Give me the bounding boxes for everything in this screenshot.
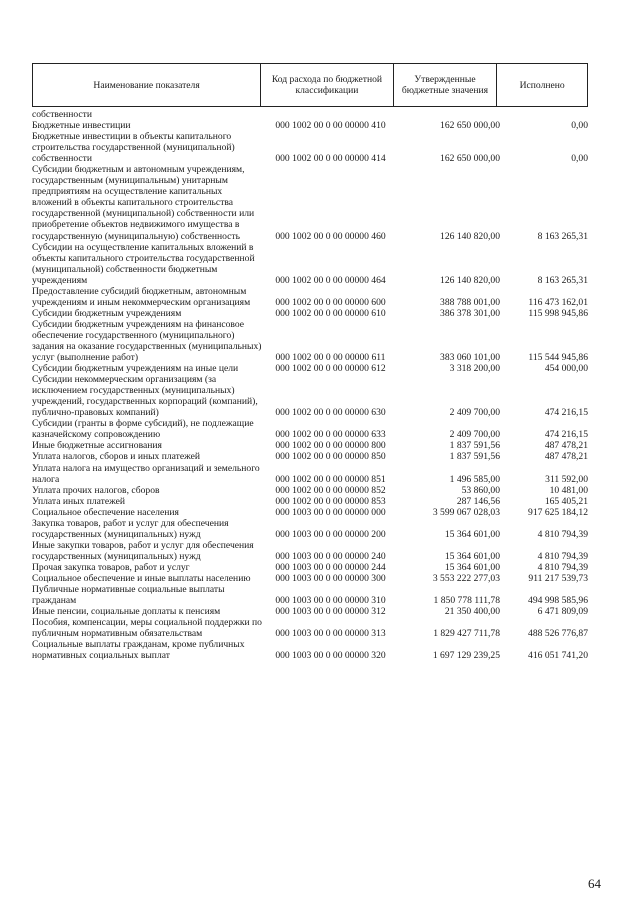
row-name: Социальное обеспечение населения [32,506,179,518]
row-executed: 165 405,21 [544,495,588,507]
table-row [32,573,588,584]
row-executed: 116 473 162,01 [528,296,588,308]
table-row [32,485,588,496]
row-code: 000 1003 00 0 00 00000 300 [275,572,386,584]
row-code: 000 1003 00 0 00 00000 312 [275,606,386,618]
row-name: Бюджетные инвестиции в объекты капитального строительства государственной (муниципальной) собственности [32,131,235,165]
table-header [32,63,588,107]
row-code: 000 1003 00 0 00 00000 000 [275,506,386,518]
row-name: Субсидии бюджетным учреждениям на финансовое обеспечение государственного (муниципального) задания на оказание государственных (муниципальных) услуг (выполнение работ) [32,318,262,364]
row-code: 000 1002 00 0 00 00000 851 [275,473,386,485]
row-code: 000 1002 00 0 00 00000 410 [275,120,386,132]
row-executed: 0,00 [571,153,588,165]
header-code: Код расхода по бюджетной классификации [261,64,394,106]
row-name: Социальное обеспечение и иные выплаты населению [32,572,251,584]
row-name: собственности [32,109,93,120]
row-name: Иные пенсии, социальные доплаты к пенсиям [32,606,221,618]
table-row [32,120,588,131]
row-approved: 386 378 301,00 [440,307,500,319]
row-approved: 1 829 427 711,78 [433,628,500,640]
row-executed: 4 810 794,39 [537,528,588,540]
row-code: 000 1003 00 0 00 00000 244 [275,561,386,573]
row-code: 000 1003 00 0 00 00000 310 [275,595,386,607]
row-name: Субсидии бюджетным учреждениям на иные цели [32,363,239,375]
table-row [32,242,588,286]
table-row [32,363,588,374]
row-name: Субсидии бюджетным учреждениям [32,307,182,319]
row-name: Социальные выплаты гражданам, кроме публичных нормативных социальных выплат [32,639,245,662]
table-row [32,374,588,418]
row-code: 000 1003 00 0 00 00000 313 [275,628,386,640]
table-row [32,463,588,485]
row-executed: 494 998 585,96 [528,595,588,607]
row-approved: 53 860,00 [461,484,500,496]
table-row [32,584,588,606]
row-approved: 1 837 591,56 [449,451,500,463]
table-row [32,496,588,507]
row-code: 000 1002 00 0 00 00000 610 [275,307,386,319]
row-name: Субсидии на осуществление капитальных вложений в объекты капитального строительства государственной (муниципальной) собственности бюджетным учреждениям [32,241,255,286]
row-code: 000 1003 00 0 00 00000 320 [275,650,386,662]
row-name: Закупка товаров, работ и услуг для обеспечения государственных (муниципальных) нужд [32,517,229,540]
row-code: 000 1002 00 0 00 00000 853 [275,495,386,507]
table-row [32,617,588,639]
row-approved: 3 318 200,00 [449,363,500,375]
row-code: 000 1002 00 0 00 00000 850 [275,451,386,463]
row-name: Уплата налога на имущество организаций и земельного налога [32,462,260,485]
row-approved: 3 553 222 277,03 [432,572,500,584]
row-approved: 15 364 601,00 [444,561,500,573]
row-approved: 1 697 129 239,25 [432,650,500,662]
row-executed: 8 163 265,31 [537,230,588,242]
table-row [32,286,588,308]
row-name: Иные бюджетные ассигнования [32,440,162,452]
page-number: 64 [588,876,601,891]
table-row [32,507,588,518]
row-approved: 21 350 400,00 [444,606,500,618]
row-approved: 388 788 001,00 [440,296,500,308]
row-name: Субсидии (гранты в форме субсидий), не подлежащие казначейскому сопровождению [32,418,254,441]
table-row [32,131,588,164]
row-executed: 311 592,00 [545,473,588,485]
row-executed: 911 217 539,73 [528,572,588,584]
table-row [32,451,588,462]
row-executed: 454 000,00 [544,363,588,375]
row-name: Публичные нормативные социальные выплаты гражданам [32,584,225,607]
row-approved: 1 496 585,00 [449,473,500,485]
table-row [32,562,588,573]
row-executed: 416 051 741,20 [528,650,588,662]
row-executed: 0,00 [571,120,588,132]
row-executed: 4 810 794,39 [537,561,588,573]
row-code: 000 1002 00 0 00 00000 600 [275,296,386,308]
row-approved: 162 650 000,00 [440,153,500,165]
row-code: 000 1002 00 0 00 00000 464 [275,274,386,286]
row-name: Прочая закупка товаров, работ и услуг [32,561,190,573]
row-name: Уплата иных платежей [32,495,126,507]
table-row [32,109,588,120]
row-executed: 8 163 265,31 [537,274,588,286]
row-executed: 474 216,15 [544,407,588,419]
table-row [32,418,588,440]
row-executed: 115 544 945,86 [528,352,588,364]
row-approved: 2 409 700,00 [449,407,500,419]
row-name: Уплата прочих налогов, сборов [32,484,160,496]
row-code: 000 1002 00 0 00 00000 612 [275,363,386,375]
row-executed: 10 481,00 [549,484,588,496]
row-executed: 917 625 184,12 [528,506,588,518]
row-name: Пособия, компенсации, меры социальной поддержки по публичным нормативным обязательствам [32,617,262,640]
row-executed: 115 998 945,86 [528,307,588,319]
header-name: Наименование показателя [33,64,261,106]
row-approved: 1 837 591,56 [449,440,500,452]
table-row [32,319,588,363]
row-approved: 2 409 700,00 [449,429,500,441]
row-name: Предоставление субсидий бюджетным, автономным учреждениям и иным некоммерческим организациям [32,285,251,308]
row-approved: 3 599 067 028,03 [432,506,500,518]
row-approved: 1 850 778 111,78 [433,595,500,607]
row-name: Уплата налогов, сборов и иных платежей [32,451,201,463]
row-approved: 126 140 820,00 [440,274,500,286]
table-row [32,518,588,540]
row-code: 000 1002 00 0 00 00000 800 [275,440,386,452]
row-approved: 162 650 000,00 [440,120,500,132]
row-approved: 383 060 101,00 [440,352,500,364]
row-executed: 487 478,21 [544,451,588,463]
row-code: 000 1003 00 0 00 00000 240 [275,550,386,562]
row-code: 000 1002 00 0 00 00000 460 [275,230,386,242]
row-approved: 126 140 820,00 [440,230,500,242]
row-approved: 15 364 601,00 [444,550,500,562]
row-name: Субсидии бюджетным и автономным учреждениям, государственным (муниципальным) унитарным предприятиям на осуществление капитальных вложений в объекты капитального строительства государственной (муниципальной) собственности или приобретение объектов недвижимого имущества в государственную (муниципальную) собственность [32,164,255,242]
row-executed: 488 526 776,87 [528,628,588,640]
table-row [32,606,588,617]
table-row [32,440,588,451]
row-code: 000 1002 00 0 00 00000 414 [275,153,386,165]
row-executed: 487 478,21 [544,440,588,452]
row-approved: 15 364 601,00 [444,528,500,540]
table-body [32,109,588,661]
table-row [32,540,588,562]
row-code: 000 1003 00 0 00 00000 200 [275,528,386,540]
table-row [32,639,588,661]
row-code: 000 1002 00 0 00 00000 852 [275,484,386,496]
row-approved: 287 146,56 [456,495,500,507]
row-executed: 474 216,15 [544,429,588,441]
table-row [32,308,588,319]
row-name: Иные закупки товаров, работ и услуг для обеспечения государственных (муниципальных) нужд [32,539,254,562]
row-executed: 4 810 794,39 [537,550,588,562]
row-code: 000 1002 00 0 00 00000 630 [275,407,386,419]
header-approved: Утвержденные бюджетные значения [394,64,498,106]
header-executed: Исполнено [519,79,565,91]
row-code: 000 1002 00 0 00 00000 633 [275,429,386,441]
row-name: Субсидии некоммерческим организациям (за исключением государственных (муниципальных) учреждений, государственных корпораций (компаний), публично-правовых компаний) [32,374,258,419]
row-code: 000 1002 00 0 00 00000 611 [275,352,386,364]
table-row [32,164,588,241]
row-name: Бюджетные инвестиции [32,120,131,132]
row-executed: 6 471 809,09 [537,606,588,618]
